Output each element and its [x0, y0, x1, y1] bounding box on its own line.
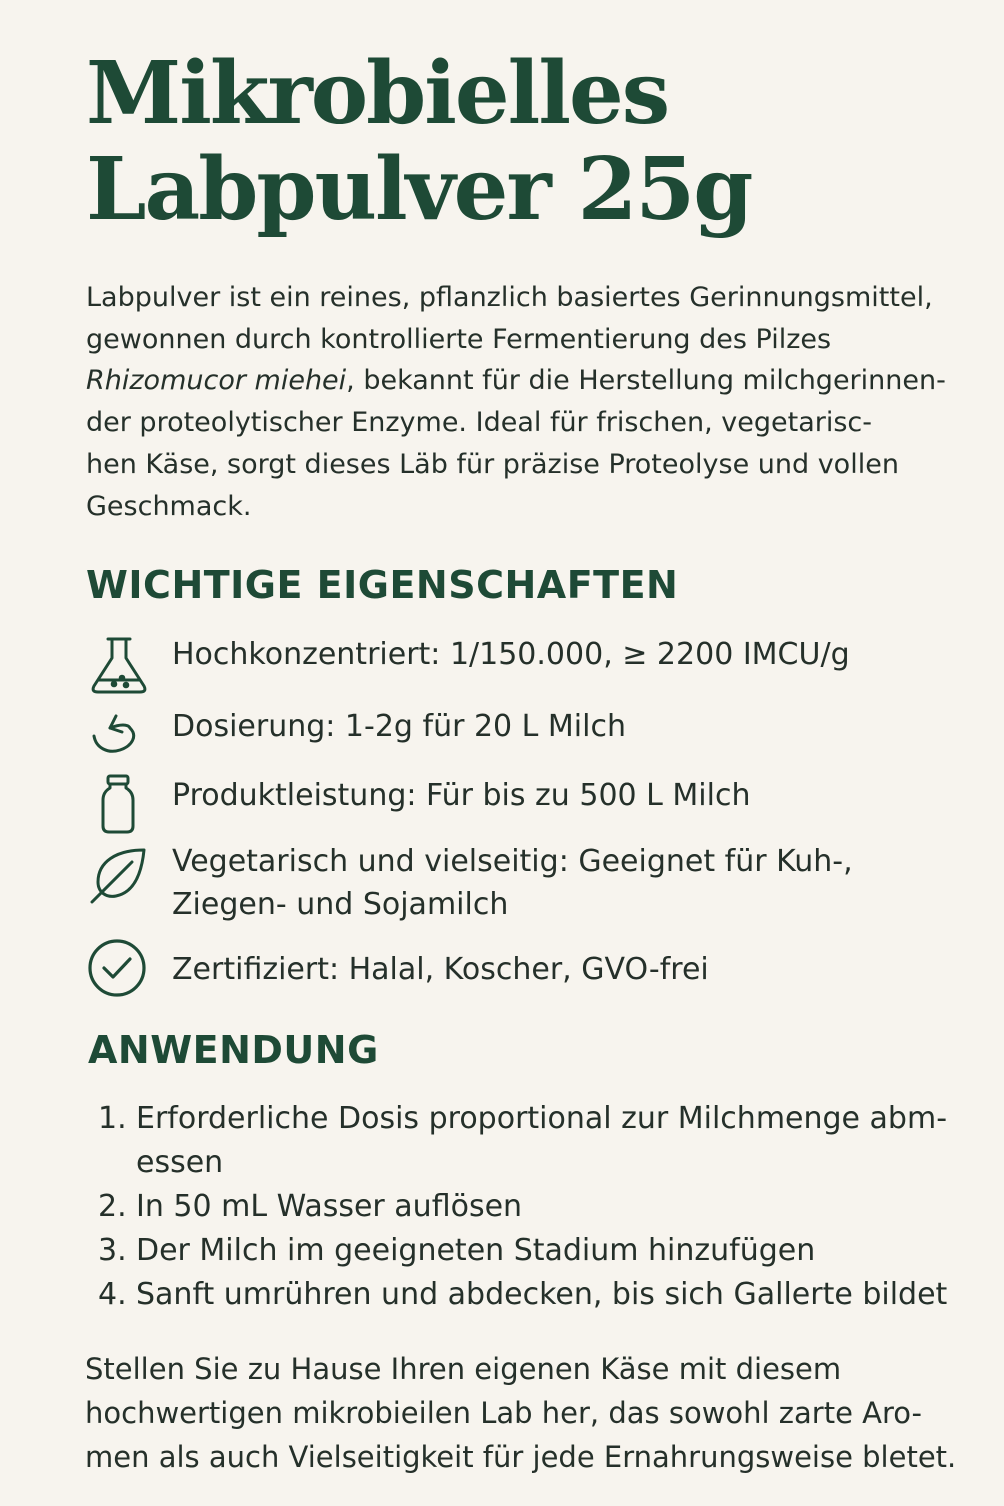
- features-heading: WICHTIGE EIGENSCHAFTEN: [86, 563, 679, 607]
- intro-line-1: Labpulver ist ein reines, pflanzlich basiertes Gerinnungsmittel,: [86, 282, 933, 313]
- feature-line: Ziegen- und Sojamilch: [172, 887, 509, 922]
- feature-line: Hochkonzentriert: 1/150.000, ≥ 2200 IMCU/g: [172, 637, 850, 672]
- feature-text: [172, 774, 750, 817]
- feature-text: [172, 840, 853, 926]
- step-number: 2.: [98, 1189, 127, 1224]
- feature-text: [172, 633, 850, 676]
- usage-step: [96, 1229, 947, 1273]
- step-number: 3.: [98, 1233, 127, 1268]
- step-line: Der Milch im geeigneten Stadium hinzufügen: [136, 1233, 816, 1268]
- feature-line: Vegetarisch und vielseitig: Geeignet für Kuh-,: [172, 844, 853, 879]
- feature-line: Produktleistung: Für bis zu 500 L Milch: [172, 778, 751, 813]
- intro-line-3: [86, 360, 976, 402]
- feature-line: Dosierung: 1-2g für 20 L Milch: [172, 709, 626, 744]
- step-number: 4.: [98, 1277, 127, 1312]
- flask-icon: [86, 634, 150, 698]
- page-title: [86, 43, 752, 240]
- usage-step: [96, 1273, 947, 1317]
- species-name: Rhizomucor miehei: [86, 365, 347, 397]
- feature-line: Zertifiziert: Halal, Koscher, GVO-frei: [172, 952, 709, 987]
- step-number: 1.: [98, 1101, 127, 1136]
- usage-heading: ANWENDUNG: [88, 1028, 379, 1072]
- closing-line-2: hochwertigen mikrobieilen Lab her, das sowohl zarte Aro-: [85, 1396, 923, 1430]
- check-circle-icon: [86, 936, 150, 1000]
- leaf-icon: [86, 844, 150, 908]
- feature-text: [172, 948, 709, 991]
- intro-line-5: hen Käse, sorgt dieses Läb für präzise Proteolyse und vollen: [86, 448, 899, 480]
- intro-line-4: der proteolytischer Enzyme. Ideal für frischen, vegetarisc-: [86, 407, 872, 439]
- usage-step: [96, 1185, 947, 1229]
- closing-line-1: Stellen Sie zu Hause Ihren eigenen Käse mit diesem: [85, 1352, 842, 1386]
- bottle-icon: [86, 772, 150, 836]
- intro-line-2: gewonnen durch kontrollierte Fermentierung des Pilzes: [86, 323, 832, 355]
- step-line: Sanft umrühren und abdecken, bis sich Gallerte bildet: [136, 1277, 948, 1312]
- usage-step: [96, 1097, 947, 1185]
- title-line-1: Mikrobielles: [86, 43, 669, 144]
- closing-paragraph: [85, 1347, 956, 1479]
- step-line: Erforderliche Dosis proportional zur Milchmenge abm-: [136, 1101, 948, 1136]
- intro-paragraph: [86, 277, 976, 527]
- usage-steps: [96, 1097, 947, 1317]
- feature-text: [172, 705, 626, 748]
- title-line-2: Labpulver 25g: [86, 139, 752, 240]
- step-line: essen: [136, 1145, 224, 1180]
- rotate-arrow-icon: [86, 706, 150, 770]
- intro-line-3-rest: , bekannt für die Herstellung milchgerinnen-: [346, 365, 946, 397]
- step-line: In 50 mL Wasser auflösen: [136, 1189, 523, 1224]
- intro-line-6: Geschmack.: [86, 490, 252, 522]
- closing-line-3: men als auch Vielseitigkeit für jede Ernahrungsweise bletet.: [85, 1440, 957, 1474]
